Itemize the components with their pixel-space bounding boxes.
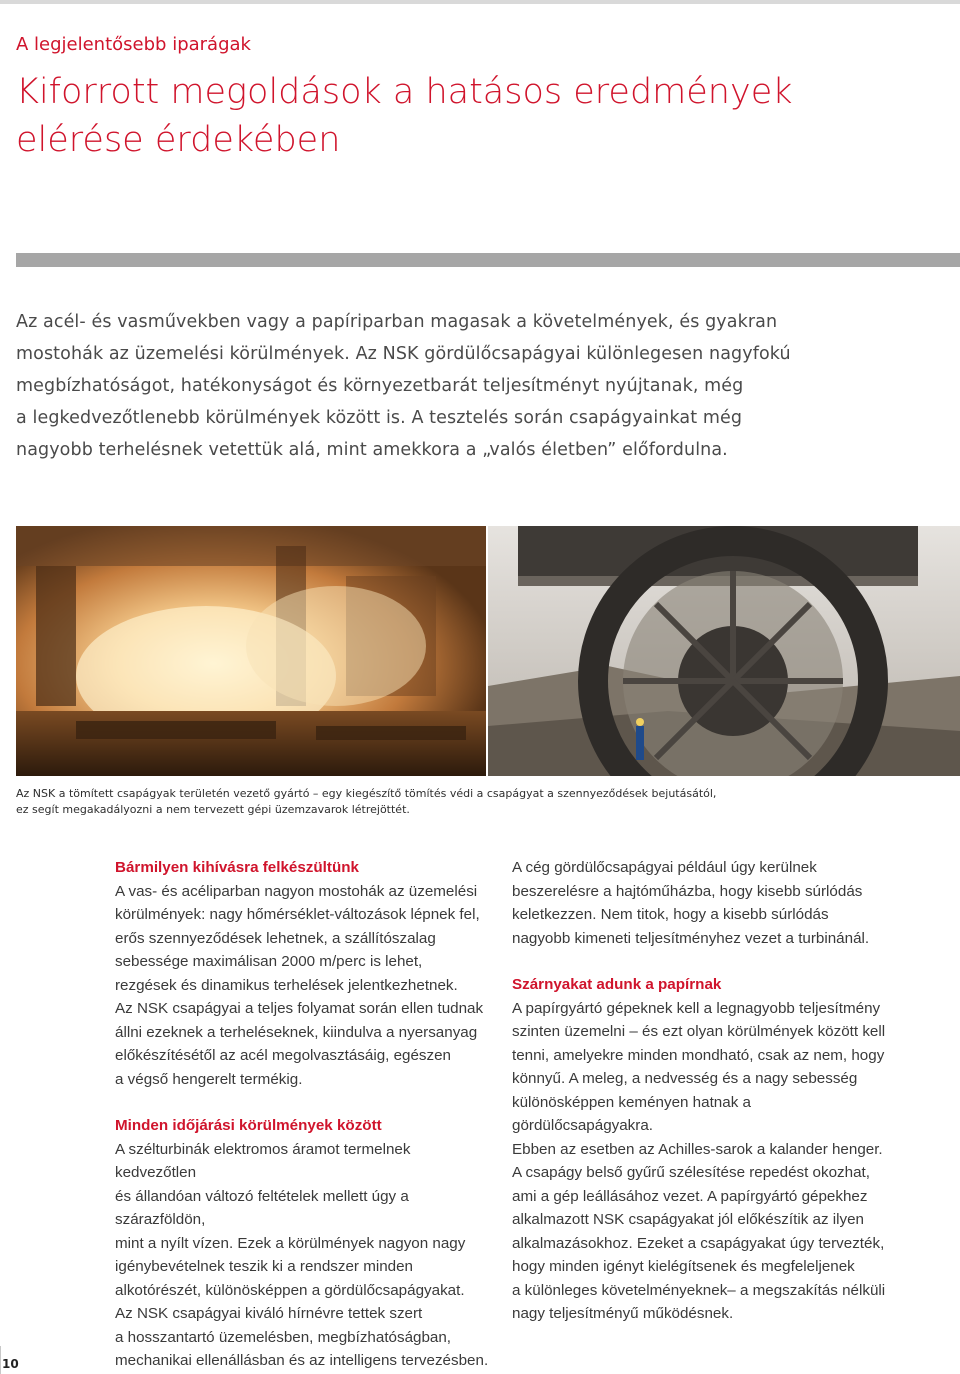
excavator-photo (488, 526, 960, 776)
body-line: A papírgyártó gépeknek kell a legnagyobb teljesítmény (512, 999, 881, 1017)
steel-mill-photo (16, 526, 486, 776)
intro-line: nagyobb terhelésnek vetettük alá, mint amekkora a „valós életben” előfordulna. (16, 440, 728, 460)
body-line: Ebben az esetben az Achilles-sarok a kalander henger. (512, 1140, 883, 1158)
body-line: sebessége maximálisan 2000 m/perc is lehet, (115, 953, 423, 970)
body-line: alkotórészét, különösképpen a gördülőcsapágyakat. (115, 1281, 465, 1299)
section-heading: Minden időjárási körülmények között (115, 1117, 382, 1134)
section-body (115, 880, 495, 1092)
body-line: mint a nyílt vízen. Ezek a körülmények nagyon nagy (115, 1234, 466, 1252)
right-column (512, 856, 892, 1326)
body-line: Az NSK csapágyai a teljes folyamat során ellen tudnak (115, 1000, 484, 1017)
body-line: igénybevételnek teszik ki a rendszer minden (115, 1258, 414, 1275)
page-number: 10 (2, 1357, 19, 1371)
body-line: rezgések és dinamikus terhelések jelentkezhetnek. (115, 976, 458, 994)
intro-line: a legkedvezőtlenebb körülmények között is. A tesztelés során csapágyainkat még (16, 408, 743, 428)
intro-line: mostohák az üzemelési körülmények. Az NSK gördülőcsapágyai különlegesen nagyfokú (16, 344, 791, 364)
body-line: szinten üzemelni – és ezt olyan körülmények között kell (512, 1023, 886, 1040)
body-line: Az NSK csapágyai kiváló hírnévre tettek szert (115, 1305, 423, 1322)
intro-line: Az acél- és vasművekben vagy a papíriparban magasak a követelmények, és gyakran (16, 312, 778, 332)
body-line: keletkezzen. Nem titok, hogy a kisebb súrlódás (512, 906, 829, 923)
body-line: különösképpen keményen hatnak a gördülőcsapágyakra. (512, 1093, 751, 1134)
body-line: a végső hengerelt termékig. (115, 1070, 303, 1088)
section-body (512, 856, 892, 950)
section-body (512, 997, 892, 1326)
section-heading: Bármilyen kihívásra felkészültünk (115, 859, 359, 876)
body-line: A vas- és acéliparban nagyon mostohák az üzemelési (115, 882, 478, 900)
page-title (16, 68, 916, 164)
body-line: alkalmazásokhoz. Ezeket a csapágyakat úgy tervezték, (512, 1234, 885, 1252)
body-line: nagy teljesítményű működésnek. (512, 1305, 734, 1322)
page-title-line-2: elérése érdekében (16, 120, 341, 160)
photo-caption (16, 786, 946, 818)
caption-line: Az NSK a tömített csapágyak területén vezető gyártó – egy kiegészítő tömítés védi a csapágyat a szennyeződések bejutásától, (16, 787, 717, 800)
body-line: erős szennyeződések lehetnek, a szállítószalag (115, 929, 436, 947)
body-line: állni ezeknek a terheléseknek, kiindulva a nyersanyag (115, 1023, 478, 1041)
page-title-line-1: Kiforrott megoldások a hatásos eredmények (16, 72, 793, 112)
section-kicker: A legjelentősebb iparágak (16, 34, 251, 55)
body-line: mechanikai ellenállásban és az intelligens tervezésben. (115, 1352, 489, 1369)
body-line: előkészítésétől az acél megolvasztásáig, egészen (115, 1047, 452, 1064)
section-heading: Szárnyakat adunk a papírnak (512, 976, 722, 993)
body-line: könnyű. A meleg, a nedvesség és a nagy sebesség (512, 1070, 858, 1087)
body-line: A szélturbinák elektromos áramot termelnek kedvezőtlen (115, 1140, 411, 1181)
body-line: A csapágy belső gyűrű szélesítése repedést okozhat, (512, 1164, 870, 1181)
top-rule (0, 0, 960, 4)
body-line: tenni, amelyekre minden mondható, csak az nem, hogy (512, 1046, 885, 1064)
left-column (115, 856, 495, 1373)
body-line: hogy minden igényt kielégítsenek és megfeleljenek (512, 1258, 855, 1275)
body-line: beszerelésre a hajtóműházba, hogy kisebb súrlódás (512, 882, 863, 900)
body-line: a hosszantartó üzemelésben, megbízhatóságban, (115, 1328, 452, 1346)
section-body (115, 1138, 495, 1373)
page-rule (0, 1346, 1, 1374)
body-line: körülmények: nagy hőmérséklet-változások lépnek fel, (115, 906, 480, 923)
body-line: alkalmazott NSK csapágyakat jól előkészítik az ilyen (512, 1211, 865, 1228)
body-line: A cég gördülőcsapágyai például úgy kerülnek (512, 859, 817, 876)
body-line: a különleges követelményeknek– a megszakítás nélküli (512, 1281, 886, 1299)
intro-paragraph (16, 306, 946, 466)
divider-bar (16, 253, 960, 267)
body-line: és állandóan változó feltételek mellett úgy a szárazföldön, (115, 1187, 409, 1228)
caption-line: ez segít megakadályozni a nem tervezett gépi üzemzavarok létrejöttét. (16, 803, 410, 816)
body-line: nagyobb kimeneti teljesítményhez vezet a turbinánál. (512, 929, 870, 947)
intro-line: megbízhatóságot, hatékonyságot és környezetbarát teljesítményt nyújtanak, még (16, 376, 744, 396)
body-line: ami a gép leállásához vezet. A papírgyártó gépekhez (512, 1187, 868, 1205)
